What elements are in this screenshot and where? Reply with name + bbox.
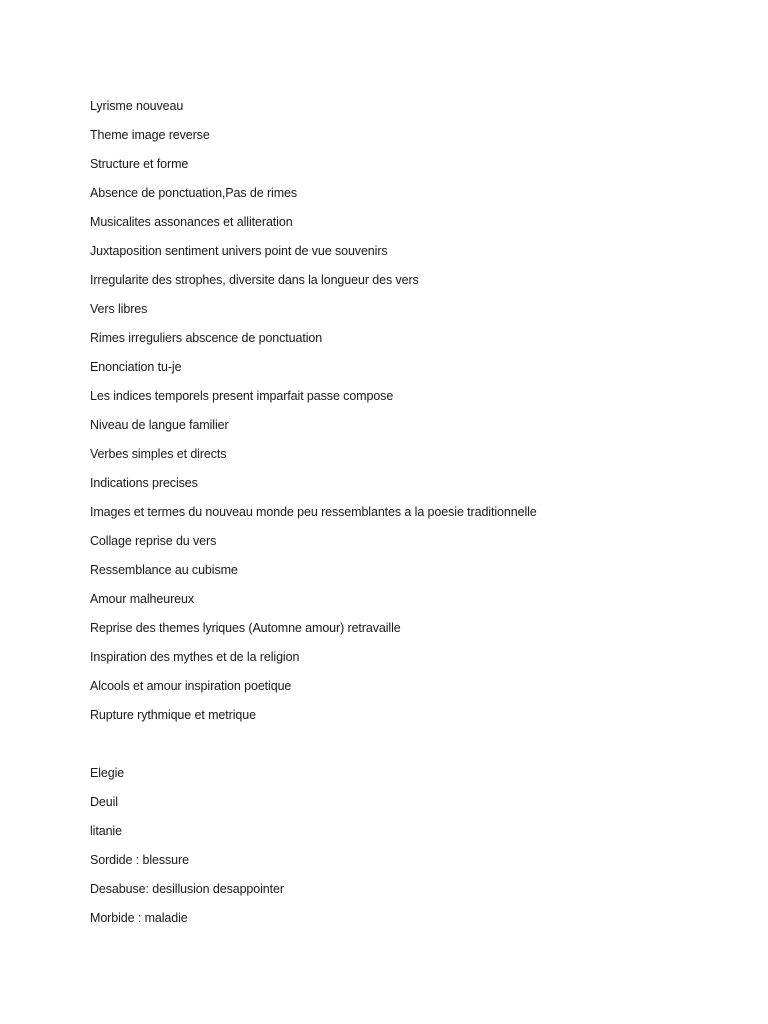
text-line: Morbide : maladie — [90, 911, 188, 925]
text-line: Rupture rythmique et metrique — [90, 708, 256, 722]
text-line: Sordide : blessure — [90, 853, 189, 867]
notes-section-1 — [90, 92, 750, 730]
text-line: Les indices temporels present imparfait passe compose — [90, 389, 394, 403]
text-line: Reprise des themes lyriques (Automne amour) retravaille — [90, 621, 401, 635]
text-line: Inspiration des mythes et de la religion — [90, 650, 300, 664]
text-line: Enonciation tu-je — [90, 360, 182, 374]
text-line: Amour malheureux — [90, 592, 195, 606]
document-page — [90, 92, 750, 933]
text-line: Ressemblance au cubisme — [90, 563, 238, 577]
text-line: Verbes simples et directs — [90, 447, 227, 461]
text-line: Rimes irreguliers abscence de ponctuation — [90, 331, 323, 345]
text-line: Lyrisme nouveau — [90, 99, 184, 113]
text-line: Theme image reverse — [90, 128, 210, 142]
text-line: Collage reprise du vers — [90, 534, 217, 548]
text-line: Alcools et amour inspiration poetique — [90, 679, 292, 693]
text-line: Elegie — [90, 766, 125, 780]
text-line: Irregularite des strophes, diversite dans la longueur des vers — [90, 273, 419, 287]
text-line: Desabuse: desillusion desappointer — [90, 882, 284, 896]
text-line: Niveau de langue familier — [90, 418, 229, 432]
text-line: Vers libres — [90, 302, 148, 316]
text-line: litanie — [90, 824, 122, 838]
notes-section-2 — [90, 759, 750, 933]
text-line: Images et termes du nouveau monde peu ressemblantes a la poesie traditionnelle — [90, 505, 537, 519]
text-line: Deuil — [90, 795, 118, 809]
text-line: Absence de ponctuation,Pas de rimes — [90, 186, 298, 200]
text-line: Structure et forme — [90, 157, 189, 171]
text-line: Juxtaposition sentiment univers point de vue souvenirs — [90, 244, 388, 258]
text-line: Musicalites assonances et alliteration — [90, 215, 293, 229]
blank-line — [90, 730, 750, 759]
text-line: Indications precises — [90, 476, 198, 490]
